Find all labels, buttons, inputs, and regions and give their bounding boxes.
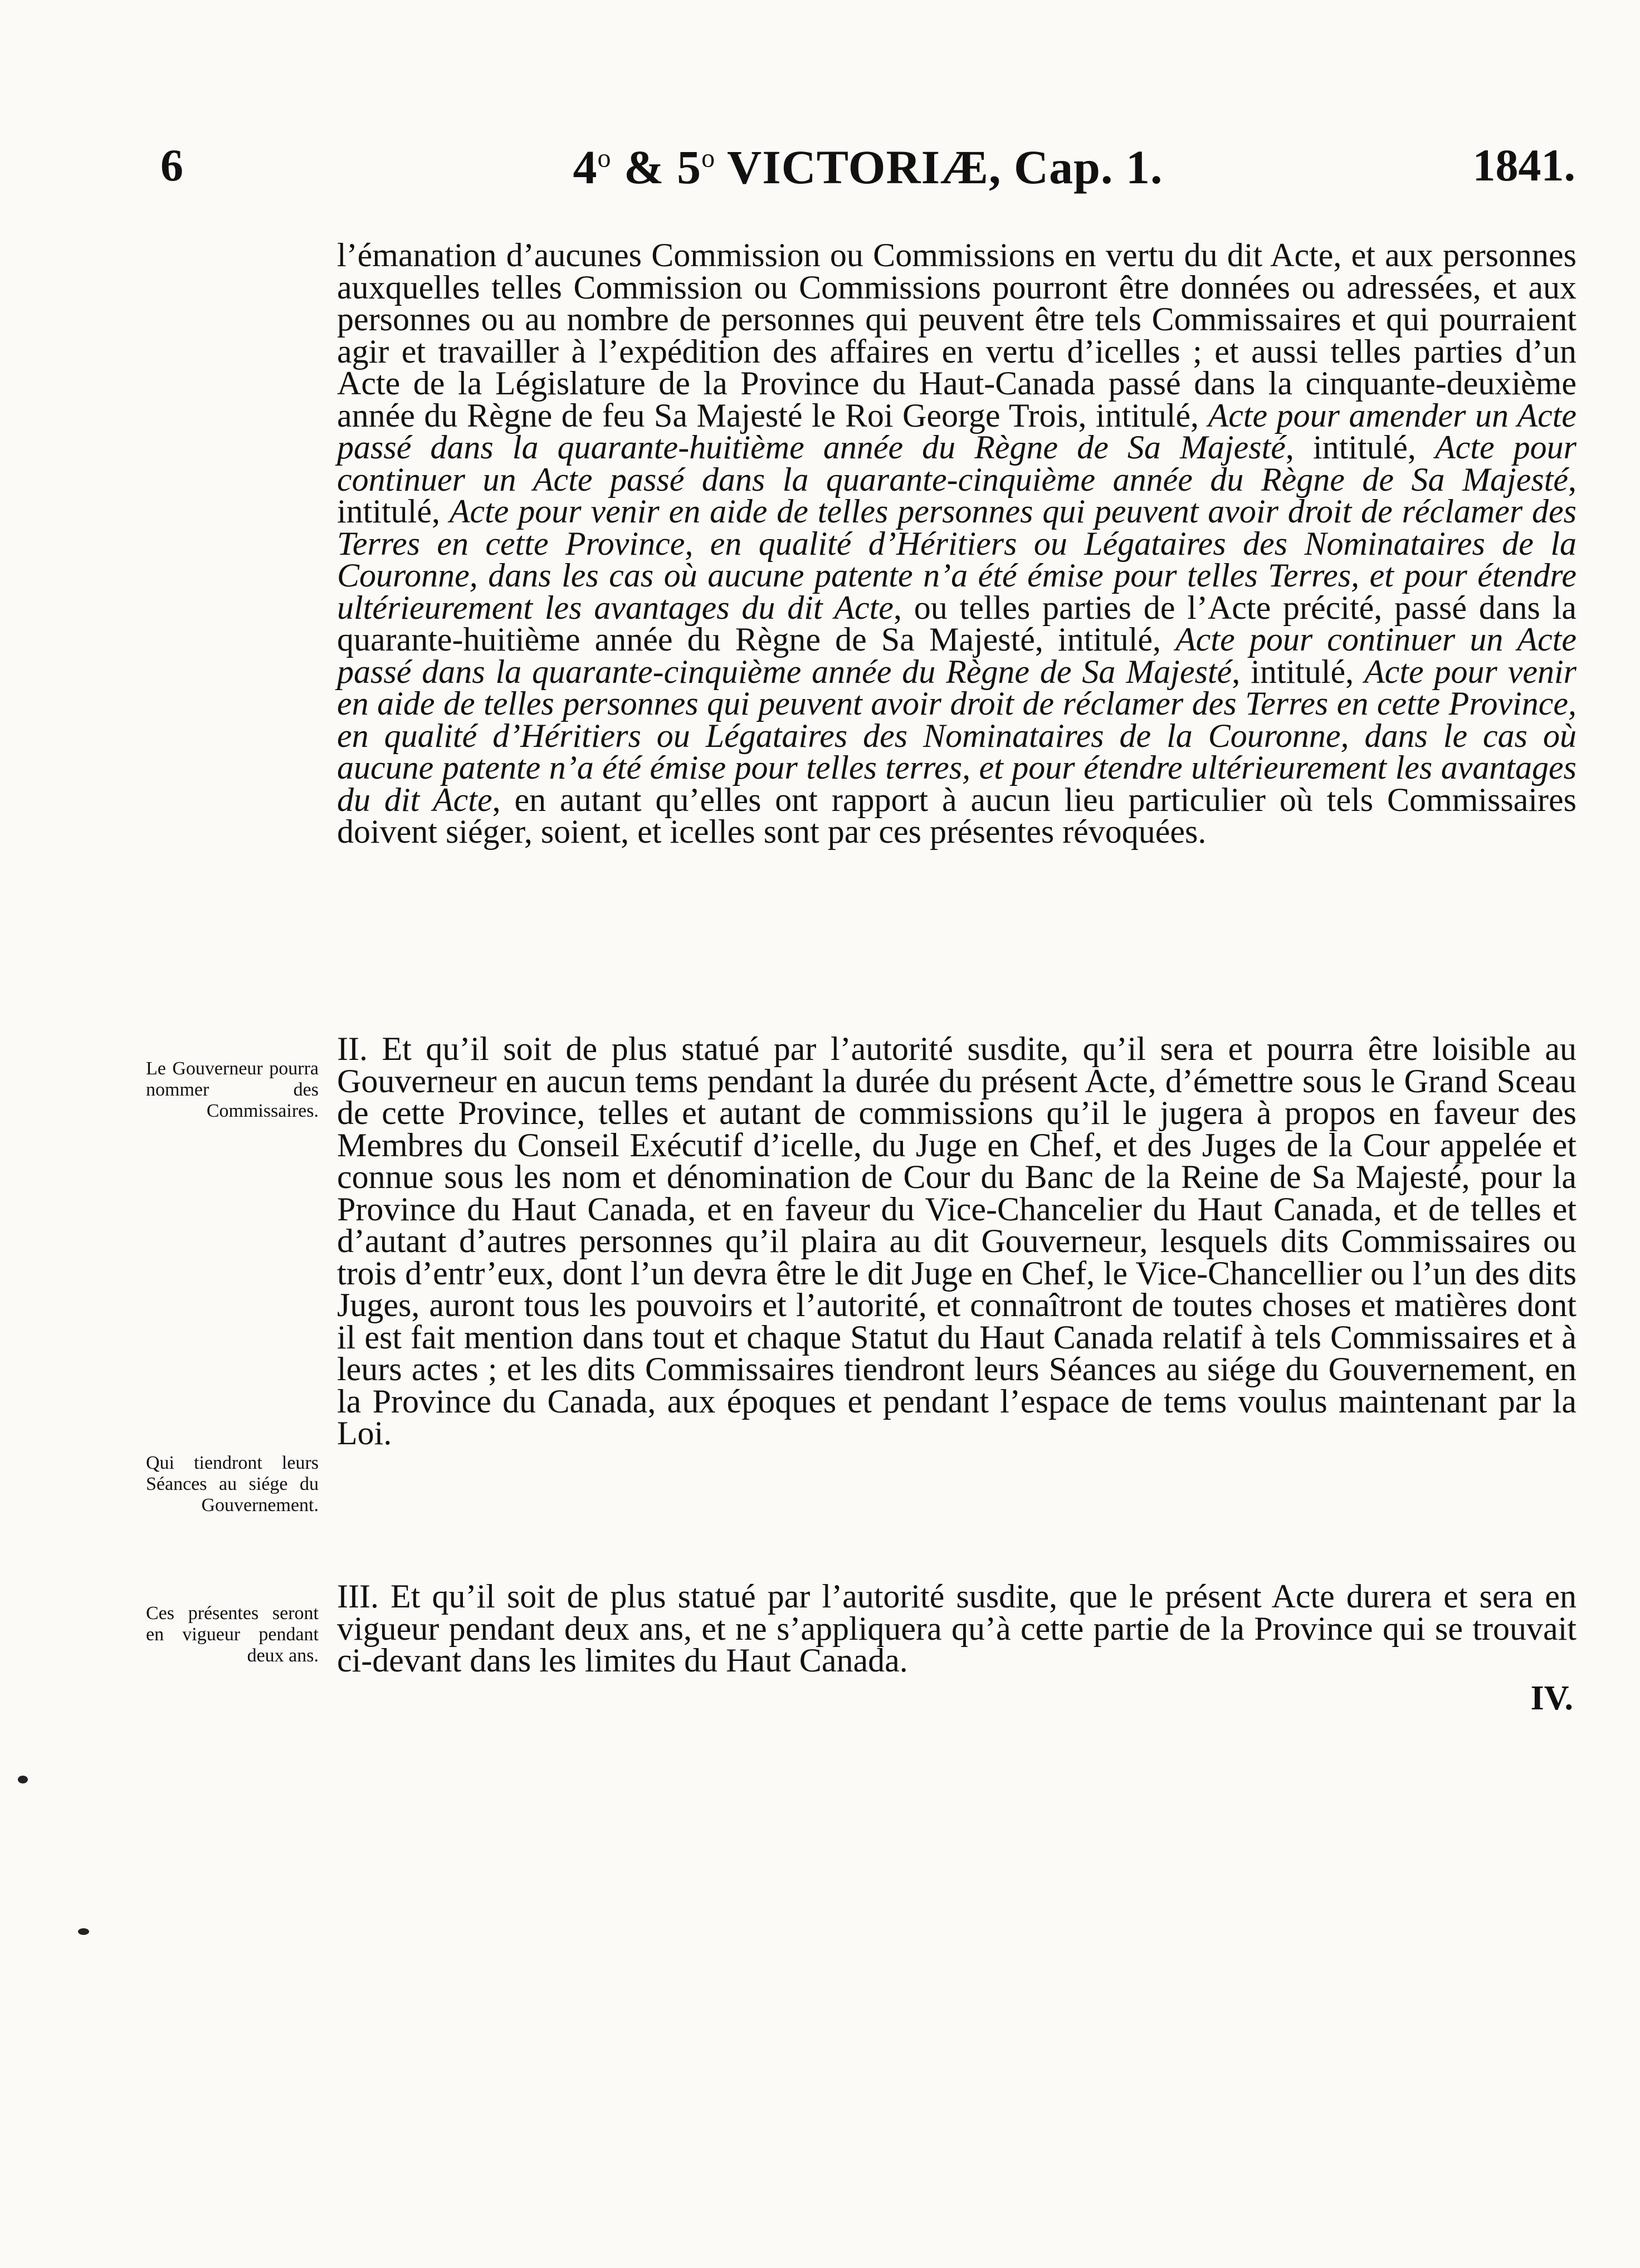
page-number: 6 [160,140,183,190]
regnal-year-b-sup: o [701,143,716,173]
section-1-text-e: , intitulé, [1232,653,1365,690]
act-title: VICTORIÆ, Cap. 1. [727,140,1163,194]
print-speck [18,1776,28,1783]
section-1-text-c: , intitulé, [337,461,1576,530]
header-ampersand: & [624,140,665,194]
section-1-text-b: , intitulé, [1285,429,1435,466]
running-header [160,139,1575,201]
section-1-paragraph [337,239,1576,848]
section-1-italic-c: Acte pour venir en aide de telles personnes qui peuvent avoir droit de réclamer des Terres en cette Province, en qualité d’Héritiers ou Légataires des Nominataires de la Couronne, dans les cas où aucune patente n’a été émise pour telles Terres, et pour étendre ultérieurement les avantages du dit Acte [337,493,1576,626]
section-1-italic-d: Acte pour continuer un Acte passé dans la quarante-cinquième année du Règne de Sa Majesté [337,621,1576,690]
marginal-note-duration: Ces présentes seront en vigueur pendant deux ans. [146,1603,319,1666]
catchword: IV. [1530,1679,1573,1717]
print-speck [78,1928,89,1935]
regnal-year-b: 5 [677,140,702,194]
section-1-italic-b: Acte pour continuer un Acte passé dans la quarante-cinquième année du Règne de Sa Majesté [337,429,1576,498]
section-1-text-a: l’émanation d’aucunes Commission ou Commissions en vertu du dit Acte, et aux personnes auxquelles telles Commission ou Commissions pourront être données ou adressées, et aux personnes ou au nombre de personnes qui peuvent être tels Commissaires et qui pourraient agir et travailler à l’expédition des affaires en vertu d’icelles ; et aussi telles parties d’un Acte de la Législature de la Province du Haut-Canada passé dans la cinquante-deuxième année du Règne de feu Sa Majesté le Roi George Trois, intitulé, [337,237,1576,434]
marginal-note-governor: Le Gouverneur pourra nommer des Commissaires. [146,1058,319,1121]
header-year: 1841. [1472,140,1575,190]
section-2-text: II. Et qu’il soit de plus statué par l’autorité susdite, qu’il sera et pourra être loisible au Gouverneur en aucun tems pendant la durée du présent Acte, d’émettre sous le Grand Sceau de cette Province, telles et autant de commissions qu’il le jugera à propos en faveur des Membres du Conseil Exécutif d’icelle, du Juge en Chef, et des Juges de la Cour appelée et connue sous les nom et dénomination de Cour du Banc de la Reine de Sa Majesté, pour la Province du Haut Canada, et en faveur du Vice-Chancelier du Haut Canada, et de telles et d’autant d’autres personnes qu’il plaira au dit Gouverneur, lesquels dits Commissaires ou trois d’entr’eux, dont l’un devra être le dit Juge en Chef, le Vice-Chancellier ou l’un des dits Juges, auront tous les pouvoirs et l’autorité, et connaîtront de toutes choses et matières dont il est fait mention dans tout et chaque Statut du Haut Canada relatif à tels Commissaires et à leurs actes ; et les dits Commissaires tiendront leurs Séances au siége du Gouvernement, en la Province du Canada, aux époques et pendant l’espace de tems voulus maintenant par la Loi. [337,1030,1576,1451]
section-1-text-f: , en autant qu’elles ont rapport à aucun lieu particulier où tels Commissaires doivent siéger, soient, et icelles sont par ces présentes révoquées. [337,781,1576,850]
section-3-paragraph [337,1578,1576,1679]
section-2-paragraph [337,1030,1576,1451]
header-title [160,139,1575,195]
section-1-text-d: , ou telles parties de l’Acte précité, passé dans la quarante-huitième année du Règne de Sa Majesté, intitulé, [337,589,1576,658]
regnal-year-a-sup: o [597,143,612,173]
section-1-italic-a: Acte pour amender un Acte passé dans la quarante-huitième année du Règne de Sa Majesté [337,397,1577,466]
section-3-text: III. Et qu’il soit de plus statué par l’autorité susdite, que le présent Acte durera et sera en vigueur pendant deux ans, et ne s’appliquera qu’à cette partie de la Province qui se trouvait ci-devant dans les limites du Haut Canada. [337,1578,1576,1679]
section-1-italic-e: Acte pour venir en aide de telles personnes qui peuvent avoir droit de réclamer des Terres en cette Province, en qualité d’Héritiers ou Légataires des Nominataires de la Couronne, dans le cas où aucune patente n’a été émise pour telles terres, et pour étendre ultérieurement les avantages du dit Acte [337,653,1577,818]
section-1-text [337,239,1576,848]
marginal-note-sittings: Qui tiendront leurs Séances au siége du Gouvernement. [146,1453,319,1516]
regnal-year-a: 4 [573,140,598,194]
